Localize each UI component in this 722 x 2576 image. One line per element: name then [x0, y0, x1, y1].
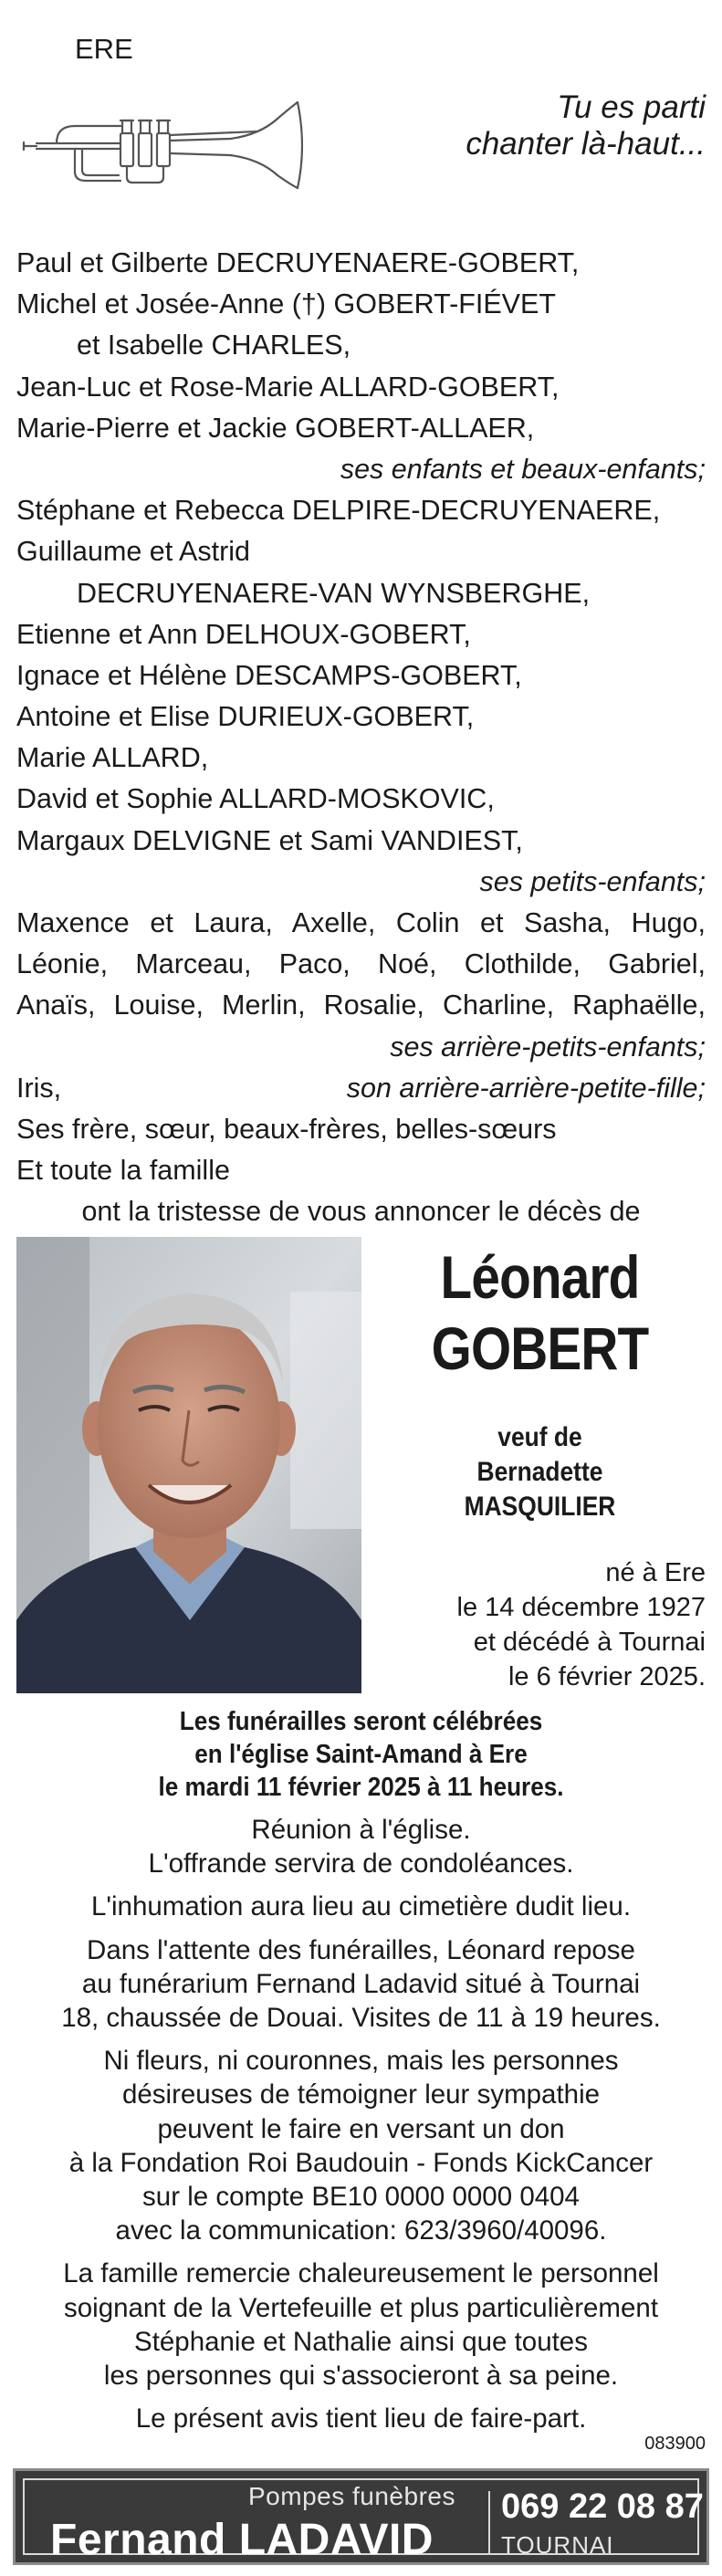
family-siblings: Ses frère, sœur, beaux-frères, belles-sœurs [16, 1113, 557, 1145]
widow-line: veuf de [497, 1422, 582, 1452]
funeral-home-banner [13, 2468, 709, 2565]
banner-divider [488, 2491, 490, 2555]
family-all: Et toute la famille [16, 1155, 230, 1187]
notice-body [16, 1813, 706, 2435]
notice-block [16, 2044, 706, 2247]
family-line: Etienne et Ann DELHOUX-GOBERT, [16, 618, 471, 650]
notice-block [16, 2257, 706, 2393]
family-line: Guillaume et Astrid [16, 536, 250, 568]
notice-line: Dans l'attente des funérailles, Léonard repose [87, 1934, 635, 1965]
family-line: Marie-Pierre et Jackie GOBERT-ALLAER, [16, 412, 535, 444]
family-line: Stéphane et Rebecca DELPIRE-DECRUYENAERE, [16, 495, 661, 527]
reference-number: 083900 [644, 2434, 706, 2454]
notice-line: au funérarium Fernand Ladavid situé à Tournai [81, 1968, 641, 1999]
family-line: Paul et Gilberte DECRUYENAERE-GOBERT, [16, 247, 580, 278]
motto-line: Tu es parti [557, 89, 706, 125]
notice-line: Stéphanie et Nathalie ainsi que toutes [134, 2326, 588, 2357]
deceased-first-name: Léonard [440, 1243, 640, 1311]
trumpet-icon [20, 99, 303, 190]
family-line: et Isabelle CHARLES, [77, 330, 351, 361]
motto-line: chanter là-haut... [466, 126, 706, 162]
notice-line: à la Fondation Roi Baudouin - Fonds KickCancer [68, 2147, 654, 2178]
date-line: et décédé à Tournai [473, 1628, 706, 1657]
family-line-great-great [16, 1068, 706, 1109]
family-line: Maxence et Laura, Axelle, Colin et Sasha, Hugo, [16, 907, 706, 938]
notice-line: peuvent le faire en versant un don [157, 2113, 565, 2144]
widow-of [394, 1420, 685, 1524]
notice-line: Réunion à l'église. [251, 1815, 471, 1845]
motto [466, 89, 706, 162]
date-line: né à Ere [605, 1558, 706, 1587]
family-list [16, 243, 706, 1233]
great-great-name: Iris, [16, 1072, 62, 1104]
family-line: Léonie, Marceau, Paco, Noé, Clothilde, Gabriel, [16, 948, 706, 980]
great-great-role: son arrière-arrière-petite-fille; [346, 1072, 706, 1104]
notice-line: sur le compte BE10 0000 0000 0404 [142, 2182, 580, 2213]
notice-line: les personnes qui s'associeront à sa peine. [103, 2361, 619, 2392]
announce-line: ont la tristesse de vous annoncer le décès de [81, 1196, 641, 1228]
family-line: Antoine et Elise DURIEUX-GOBERT, [16, 701, 475, 733]
family-line: Marie ALLARD, [16, 742, 209, 774]
family-line: David et Sophie ALLARD-MOSKOVIC, [16, 783, 495, 815]
birth-death-dates [374, 1555, 706, 1694]
notice-line: désireuses de témoigner leur sympathie [121, 2079, 601, 2110]
funeral-line: le mardi 11 février 2025 à 11 heures. [158, 1773, 564, 1802]
notice-line: Ni fleurs, ni couronnes, mais les personnes [103, 2046, 619, 2077]
date-line: le 6 février 2025. [507, 1662, 706, 1691]
widow-line: MASQUILIER [464, 1492, 616, 1522]
funeral-home-label: Pompes funèbres [248, 2482, 455, 2510]
notice-line: soignant de la Vertefeuille et plus particulièrement [63, 2292, 659, 2323]
family-role-grandchildren: ses petits-enfants; [479, 865, 706, 897]
notice-block [16, 2402, 706, 2435]
family-role-children: ses enfants et beaux-enfants; [340, 453, 706, 485]
widow-line: Bernadette [476, 1457, 603, 1487]
location-label: ERE [75, 33, 133, 65]
family-line: Anaïs, Louise, Merlin, Rosalie, Charline, Raphaëlle, [16, 990, 706, 1021]
notice-line: 18, chaussée de Douai. Visites de 11 à 19 heures. [61, 2003, 661, 2034]
funeral-line: en l'église Saint-Amand à Ere [194, 1740, 528, 1769]
deceased-info [374, 1241, 706, 1524]
funeral-home-city: TOURNAI [501, 2531, 614, 2559]
notice-line: avec la communication: 623/3960/40096. [115, 2215, 607, 2246]
family-line: Michel et Josée-Anne (†) GOBERT-FIÉVET [16, 288, 556, 320]
funeral-line: Les funérailles seront célébrées [179, 1707, 543, 1736]
banner-frame [23, 2478, 704, 2564]
portrait-image [16, 1237, 361, 1693]
family-line: Margaux DELVIGNE et Sami VANDIEST, [16, 824, 523, 856]
notice-line: L'inhumation aura lieu au cimetière dudit lieu. [90, 1891, 632, 1922]
notice-block [16, 1813, 706, 1880]
family-line: Jean-Luc et Rose-Marie ALLARD-GOBERT, [16, 371, 560, 403]
notice-line: L'offrande servira de condoléances. [148, 1848, 574, 1880]
notice-block [16, 1890, 706, 1923]
notice-line: Le présent avis tient lieu de faire-part. [135, 2403, 587, 2435]
funeral-home-name: Fernand LADAVID [50, 2516, 434, 2564]
funeral-announcement [51, 1705, 672, 1804]
notice-line: La famille remercie chaleureusement le personnel [63, 2258, 659, 2289]
family-line: DECRUYENAERE-VAN WYNSBERGHE, [77, 577, 591, 609]
deceased-last-name: GOBERT [431, 1314, 649, 1382]
funeral-home-phone: 069 22 08 87 [501, 2487, 704, 2526]
family-role-great-grandchildren: ses arrière-petits-enfants; [390, 1031, 706, 1063]
family-line: Ignace et Hélène DESCAMPS-GOBERT, [16, 659, 522, 691]
deceased-photo [16, 1237, 361, 1693]
date-line: le 14 décembre 1927 [456, 1593, 706, 1622]
notice-block [16, 1933, 706, 2036]
